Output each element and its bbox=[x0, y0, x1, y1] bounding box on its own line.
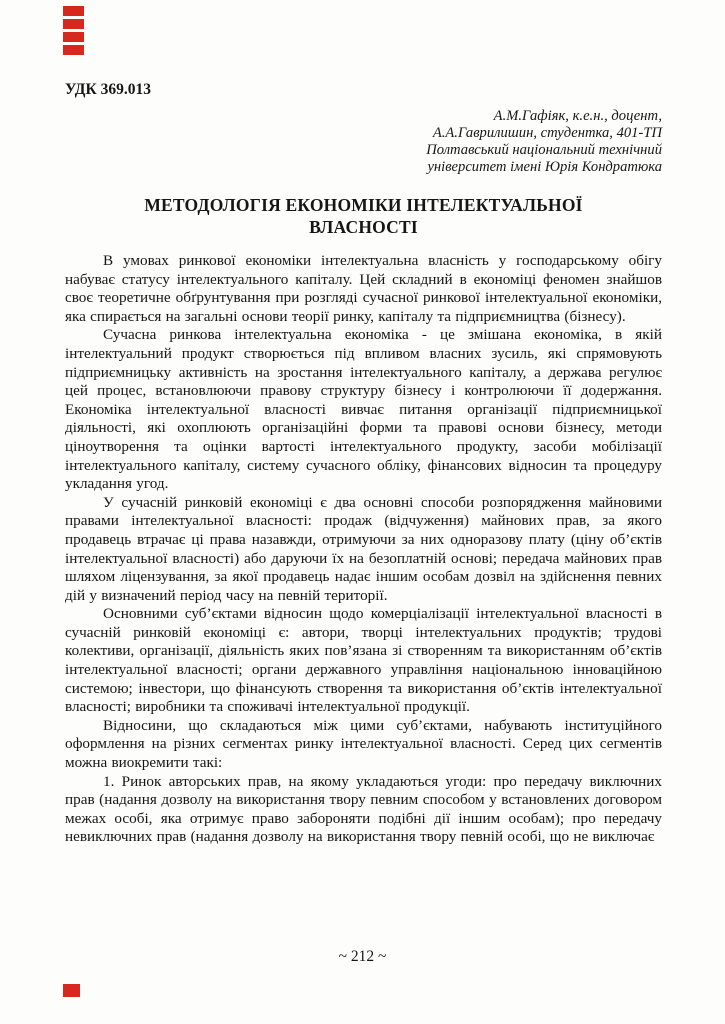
paragraph: В умовах ринкової економіки інтелектуальна власність у господарському обігу набуває статусу інтелектуального капіталу. Цей складний в економіці феномен знайшов своє теоретичне обґрунтування при розгляді сучасної ринкової інтелектуальної економіки, яка спирається на загальні основи теорії ринку, капіталу та підприємництва (бізнесу). bbox=[65, 252, 662, 325]
scan-mark bbox=[63, 32, 84, 42]
scan-mark bbox=[63, 984, 80, 997]
paragraph: Основними суб’єктами відносин щодо комерціалізації інтелектуальної власності в сучасній ринковій економіці є: автори, творці інтелектуальних продуктів; трудові колективи, організації, діяльність яких пов’язана зі створенням та використанням об’єктів інтелектуальної власності; органи державного управління національною інноваційною системою; інвестори, що фінансують створення та використання об’єктів інтелектуальної власності; виробники та споживачі інтелектуальної продукції. bbox=[65, 605, 662, 716]
scan-artifact-marks-top bbox=[63, 6, 84, 55]
paragraph: У сучасній ринковій економіці є два основні способи розпорядження майновими правами інтелектуальної власності: продаж (відчуження) майнових прав, за якого продавець втрачає ці права назавжди, отримуючи за них одноразову плату (ціну об’єктів інтелектуальної власності) або даруючи їх на безоплатній основі; передача майнових прав шляхом ліцензування, за якої продавець надає іншим особам дозвіл на здійснення певних дій у визначений період часу на певній території. bbox=[65, 493, 662, 604]
article-body bbox=[65, 252, 662, 847]
page-number: ~ 212 ~ bbox=[338, 948, 387, 965]
affiliation-line: Полтавський національний технічний bbox=[426, 142, 662, 158]
page-content bbox=[65, 80, 662, 847]
scan-mark bbox=[63, 45, 84, 55]
scan-mark bbox=[63, 6, 84, 16]
scan-mark bbox=[63, 19, 84, 29]
author-block bbox=[65, 108, 662, 176]
paragraph: 1. Ринок авторських прав, на якому укладаються угоди: про передачу виключних прав (надання дозволу на використання твору певним способом у встановлених договором межах особі, яка отримує право забороняти подібні дії іншим особам); про передачу невиключних прав (надання дозволу на використання твору певній особі, що не виключає bbox=[65, 772, 662, 846]
affiliation-line: університет імені Юрія Кондратюка bbox=[427, 159, 662, 175]
paragraph: Сучасна ринкова інтелектуальна економіка - це змішана економіка, в якій інтелектуальний продукт створюється під впливом власних зусиль, які спрямовують підприємницьку активність на зростання інтелектуального капіталу, а держава регулює цей процес, встановлюючи правову структуру бізнесу і контролюючи її додержання. Економіка інтелектуальної власності вивчає питання організації підприємницької діяльності, які охоплюють організаційні форми та правові основи бізнесу, методи ціноутворення та оцінки вартості інтелектуального продукту, засоби мобілізації інтелектуального капіталу, систему сучасного обліку, фінансових відносин та процедуру укладання угод. bbox=[65, 326, 662, 493]
author-line: А.А.Гаврилишин, студентка, 401-ТП bbox=[432, 125, 662, 141]
udc-code: УДК 369.013 bbox=[65, 81, 151, 98]
article-title: МЕТОДОЛОГІЯ ЕКОНОМІКИ ІНТЕЛЕКТУАЛЬНОЇ ВЛАСНОСТІ bbox=[144, 195, 583, 237]
paragraph: Відносини, що складаються між цими суб’єктами, набувають інституційного оформлення на різних сегментах ринку інтелектуальної власності. Серед цих сегментів можна виокремити такі: bbox=[65, 716, 662, 772]
author-line: А.М.Гафіяк, к.е.н., доцент, bbox=[493, 108, 662, 124]
